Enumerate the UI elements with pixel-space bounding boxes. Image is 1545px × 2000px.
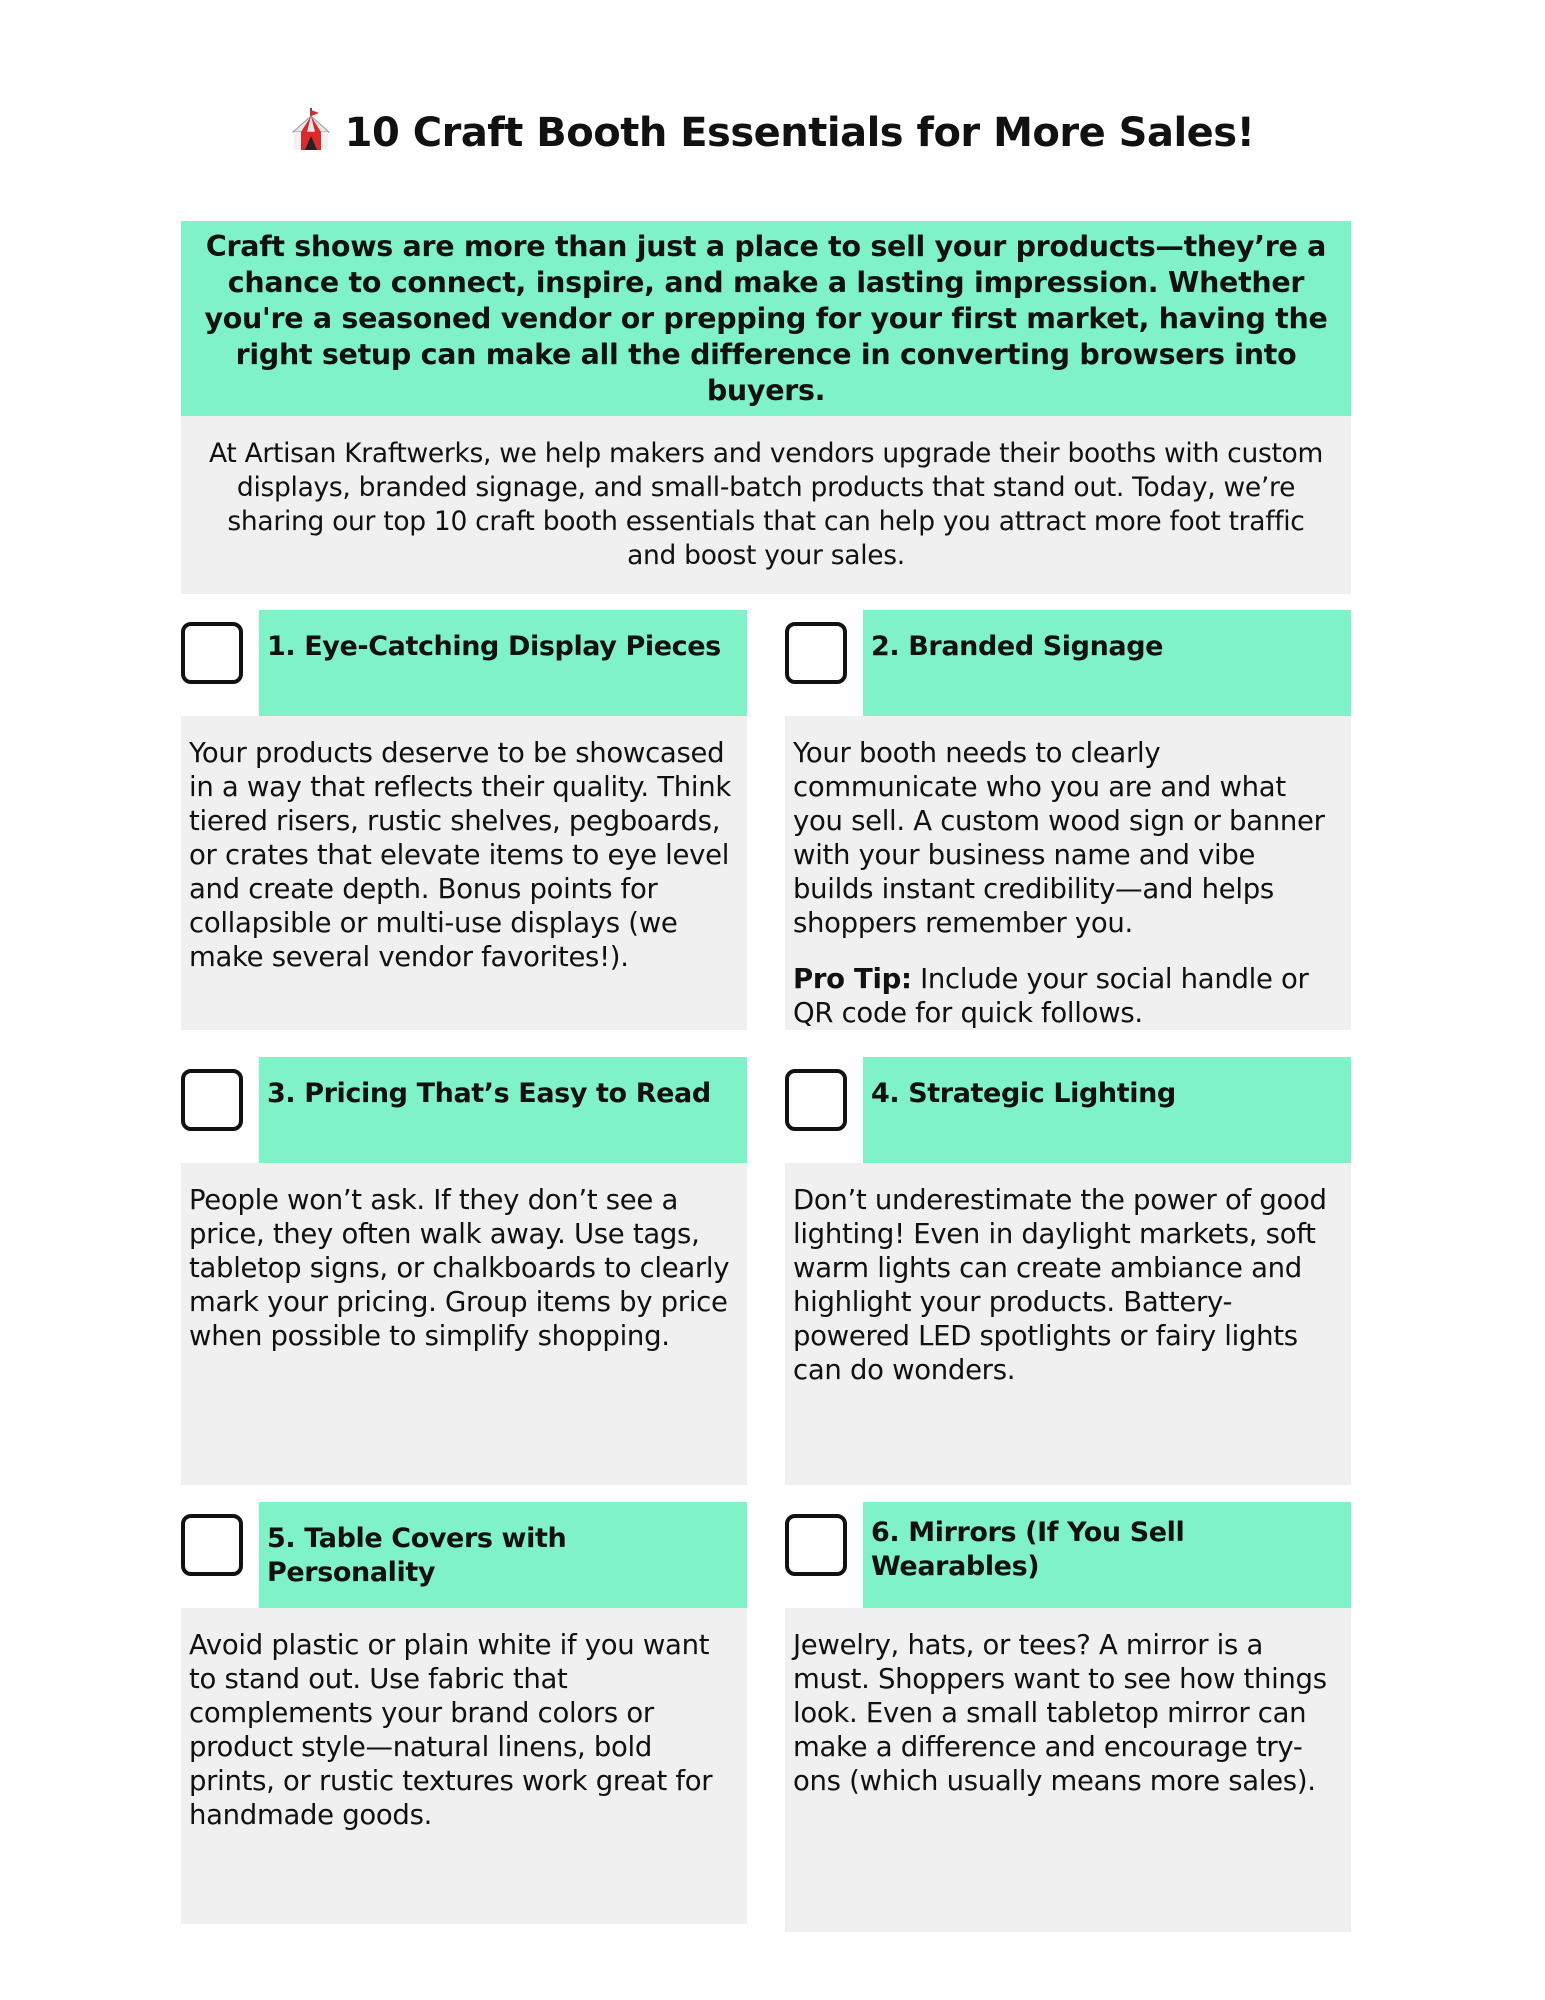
essential-heading-3: 3. Pricing That’s Easy to Read: [259, 1057, 747, 1163]
essential-text-4: Don’t underestimate the power of good lighting! Even in daylight markets, soft warm lights can create ambiance and highlight your products. Battery-powered LED spotlights or fairy lights can do wonders.: [793, 1184, 1327, 1386]
checkbox-2[interactable]: [785, 622, 847, 684]
page-title: [0, 108, 1545, 156]
essential-text-6: Jewelry, hats, or tees? A mirror is a must. Shoppers want to see how things look. Even a small tabletop mirror can make a difference and encourage try-ons (which usually means more sales).: [793, 1629, 1327, 1797]
intro-banner: Craft shows are more than just a place to sell your products—they’re a chance to connect, inspire, and make a lasting impression. Whether you're a seasoned vendor or prepping for your first market, having the right setup can make all the difference in converting browsers into buyers.: [181, 221, 1351, 416]
essential-body-3: [181, 1163, 747, 1485]
checkbox-3[interactable]: [181, 1069, 243, 1131]
checkbox-1[interactable]: [181, 622, 243, 684]
pro-tip-label: Pro Tip:: [793, 963, 912, 995]
essential-text-2: Your booth needs to clearly communicate who you are and what you sell. A custom wood sign or banner with your business name and vibe builds instant credibility—and helps shoppers remember you.: [793, 737, 1325, 939]
essential-text-3: People won’t ask. If they don’t see a price, they often walk away. Use tags, tabletop signs, or chalkboards to clearly mark your pricing. Group items by price when possible to simplify shopping.: [189, 1184, 730, 1352]
essential-heading-5: 5. Table Covers with Personality: [259, 1502, 747, 1608]
checkbox-6[interactable]: [785, 1514, 847, 1576]
essential-heading-1: 1. Eye-Catching Display Pieces: [259, 610, 747, 716]
circus-tent-icon: [291, 108, 331, 152]
checkbox-4[interactable]: [785, 1069, 847, 1131]
pro-tip-text: Include your social handle or QR code for quick follows.: [793, 963, 1309, 1029]
essential-text-1: Your products deserve to be showcased in a way that reflects their quality. Think tiered risers, rustic shelves, pegboards, or crates that elevate items to eye level and create depth. Bonus points for collapsible or multi-use displays (we make several vendor favorites!).: [189, 737, 731, 973]
title-text: 10 Craft Booth Essentials for More Sales!: [344, 110, 1255, 156]
pro-tip: [793, 962, 1343, 1030]
essential-body-6: [785, 1608, 1351, 1932]
essential-body-5: [181, 1608, 747, 1924]
essential-body-1: [181, 716, 747, 1030]
essential-heading-2: 2. Branded Signage: [863, 610, 1351, 716]
essential-heading-6: 6. Mirrors (If You Sell Wearables): [863, 1502, 1351, 1608]
essential-text-5: Avoid plastic or plain white if you want to stand out. Use fabric that complements your brand colors or product style—natural linens, bold prints, or rustic textures work great for handmade goods.: [189, 1629, 713, 1831]
description-panel: At Artisan Kraftwerks, we help makers and vendors upgrade their booths with custom displays, branded signage, and small-batch products that stand out. Today, we’re sharing our top 10 craft booth essentials that can help you attract more foot traffic and boost your sales.: [181, 416, 1351, 594]
essential-body-2: [785, 716, 1351, 1030]
essential-body-4: [785, 1163, 1351, 1485]
essential-heading-4: 4. Strategic Lighting: [863, 1057, 1351, 1163]
checkbox-5[interactable]: [181, 1514, 243, 1576]
